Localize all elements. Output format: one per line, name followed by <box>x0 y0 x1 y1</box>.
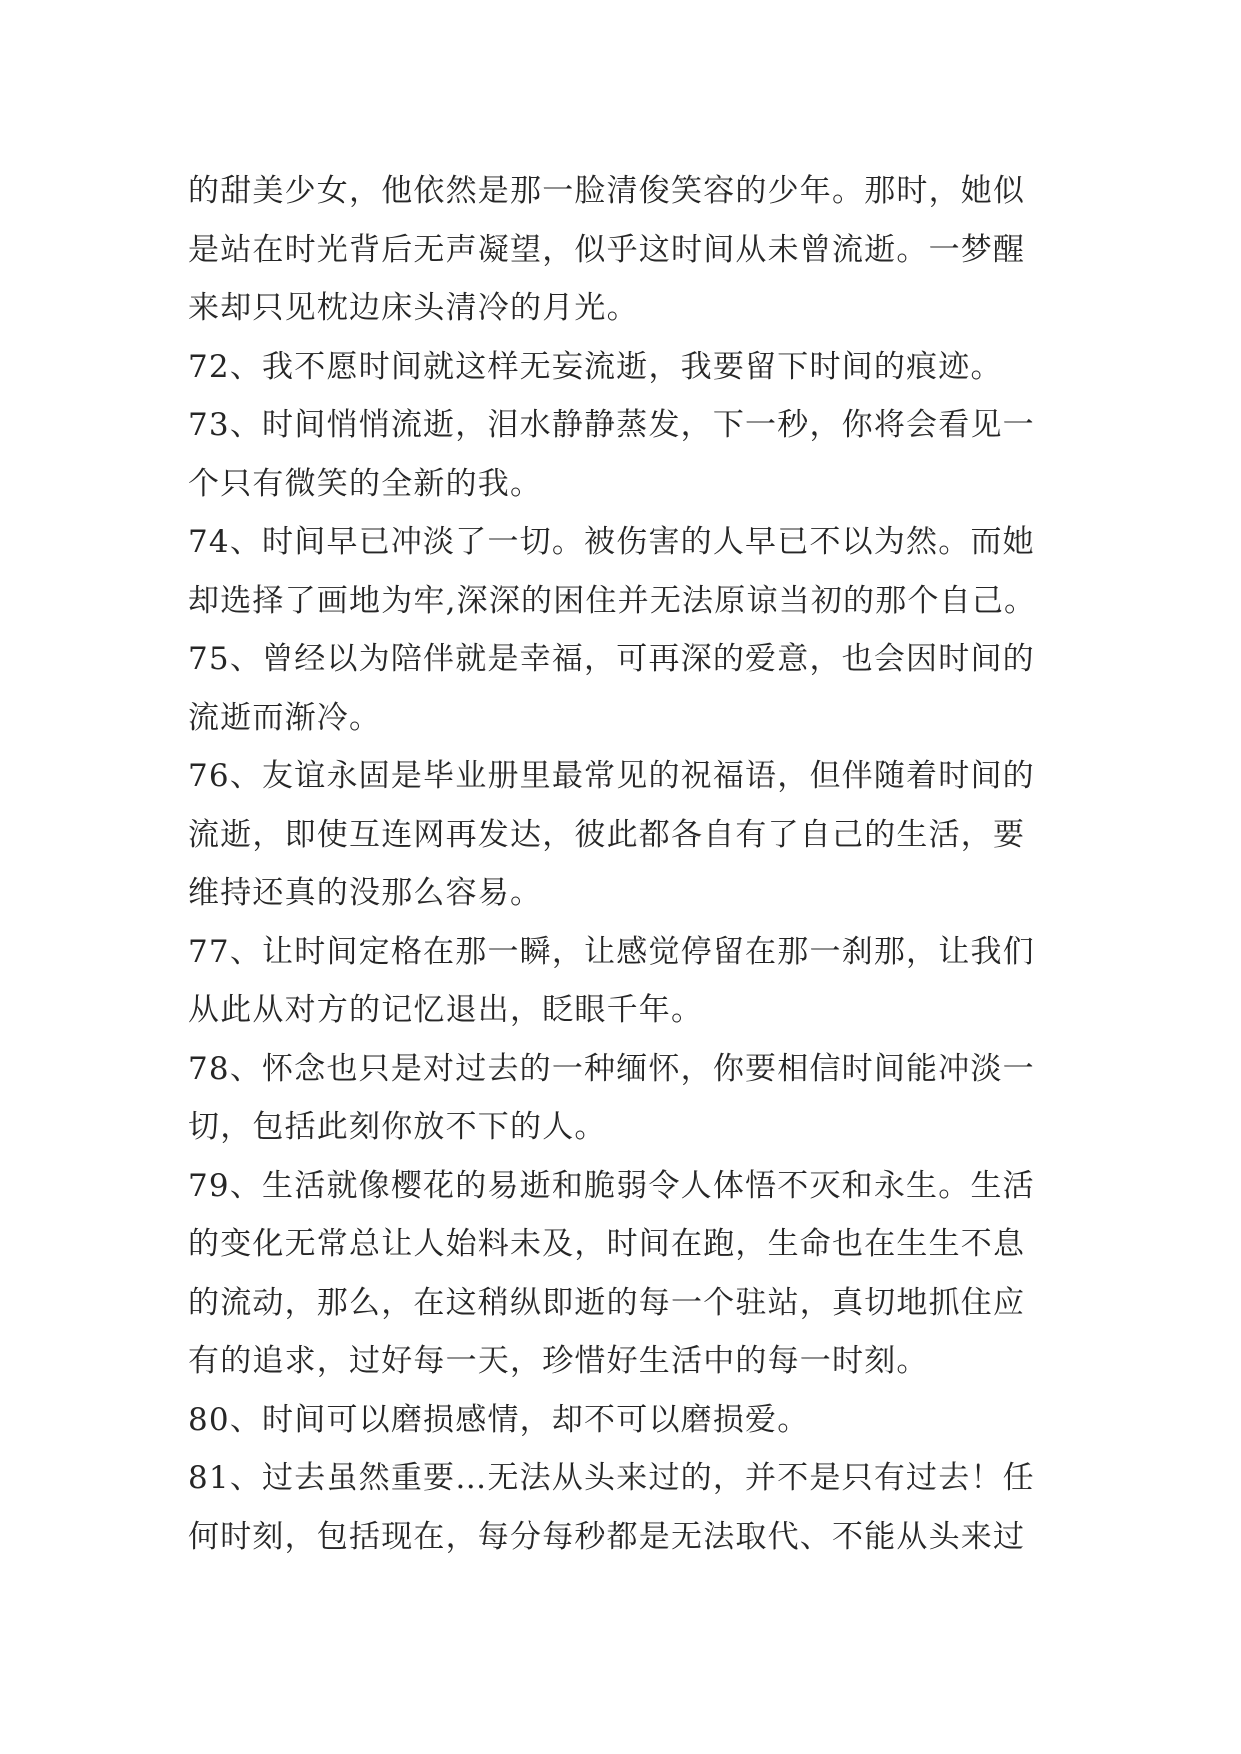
text-line: 来却只见枕边床头清冷的月光。 <box>188 290 639 326</box>
text-line: 的变化无常总让人始料未及，时间在跑，生命也在生生不息 <box>188 1226 1026 1262</box>
text-line: 个只有微笑的全新的我。 <box>188 465 543 502</box>
text-line: 维持还真的没那么容易。 <box>188 875 543 911</box>
text-line: 75、曾经以为陪伴就是幸福，可再深的爱意，也会因时间的 <box>188 641 1035 677</box>
text-line: 何时刻，包括现在，每分每秒都是无法取代、不能从头来过 <box>188 1518 1026 1555</box>
text-line: 切，包括此刻你放不下的人。 <box>188 1109 607 1145</box>
document-body <box>188 162 1058 1566</box>
text-line: 81、过去虽然重要…无法从头来过的，并不是只有过去！任 <box>188 1460 1035 1496</box>
text-line: 79、生活就像樱花的易逝和脆弱令人体悟不灭和永生。生活 <box>188 1167 1035 1204</box>
text-line: 是站在时光背后无声凝望，似乎这时间从未曾流逝。一梦醒 <box>188 231 1026 268</box>
text-line: 流逝，即使互连网再发达，彼此都各自有了自己的生活，要 <box>188 816 1026 853</box>
text-line: 的甜美少女，他依然是那一脸清俊笑容的少年。那时，她似 <box>188 173 1026 209</box>
text-line: 73、时间悄悄流逝，泪水静静蒸发，下一秒，你将会看见一 <box>188 407 1035 443</box>
text-line: 却选择了画地为牢,深深的困住并无法原谅当初的那个自己。 <box>188 582 1037 619</box>
text-line: 有的追求，过好每一天，珍惜好生活中的每一时刻。 <box>188 1343 929 1379</box>
text-line: 的流动，那么，在这稍纵即逝的每一个驻站，真切地抓住应 <box>188 1284 1026 1321</box>
text-line: 78、怀念也只是对过去的一种缅怀，你要相信时间能冲淡一 <box>188 1050 1035 1087</box>
text-line: 76、友谊永固是毕业册里最常见的祝福语，但伴随着时间的 <box>188 758 1035 794</box>
text-line: 流逝而渐冷。 <box>188 699 382 736</box>
text-line: 80、时间可以磨损感情，却不可以磨损爱。 <box>188 1401 810 1438</box>
text-line: 从此从对方的记忆退出，眨眼千年。 <box>188 992 704 1028</box>
text-line: 74、时间早已冲淡了一切。被伤害的人早已不以为然。而她 <box>188 524 1035 560</box>
text-line: 72、我不愿时间就这样无妄流逝，我要留下时间的痕迹。 <box>188 348 1003 385</box>
text-line: 77、让时间定格在那一瞬，让感觉停留在那一刹那，让我们 <box>188 933 1035 970</box>
